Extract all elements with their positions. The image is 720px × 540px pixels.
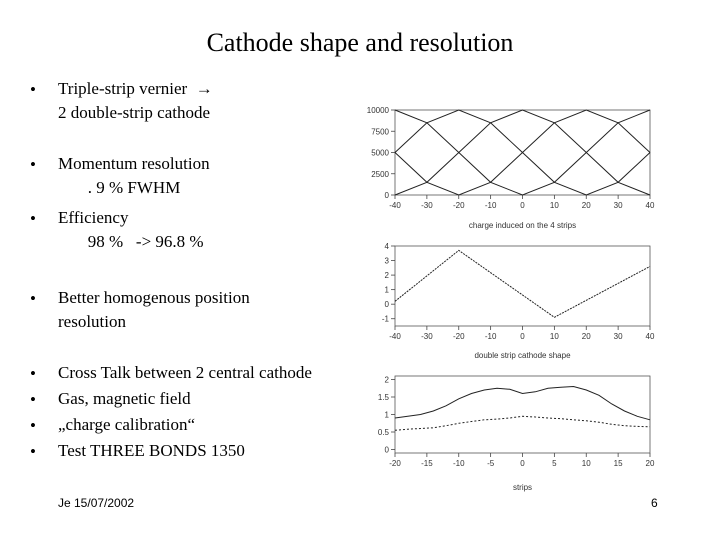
x-tick-label: -5 bbox=[487, 459, 495, 468]
bullet-marker: • bbox=[30, 364, 36, 383]
x-axis-label: double strip cathode shape bbox=[474, 351, 571, 360]
series-line bbox=[395, 387, 650, 420]
plot-double-strip-shape bbox=[365, 238, 685, 363]
bullet-text: 98 % -> 96.8 % bbox=[58, 232, 204, 251]
y-tick-label: 7500 bbox=[371, 127, 389, 137]
x-tick-label: -15 bbox=[421, 459, 433, 468]
y-tick-label: 1.5 bbox=[377, 393, 389, 402]
bullet-text: Gas, magnetic field bbox=[58, 389, 191, 408]
bullet-text: Triple-strip vernier → bbox=[58, 79, 213, 98]
y-tick-label: 4 bbox=[384, 242, 389, 251]
x-tick-label: 10 bbox=[581, 459, 591, 468]
x-tick-label: 30 bbox=[613, 201, 623, 210]
plot-strip-charges bbox=[365, 100, 685, 230]
x-tick-label: -10 bbox=[484, 332, 497, 341]
page-number: 6 bbox=[651, 496, 658, 510]
bullet-text: Better homogenous position bbox=[58, 288, 250, 307]
bullet-marker: • bbox=[30, 80, 36, 99]
y-tick-label: 2500 bbox=[371, 169, 389, 179]
plot-cross-talk bbox=[365, 368, 685, 493]
x-tick-label: -10 bbox=[484, 201, 497, 210]
bullet-text: „charge calibration“ bbox=[58, 415, 196, 434]
x-tick-label: -40 bbox=[389, 332, 401, 341]
bullet-text: Efficiency bbox=[58, 208, 129, 227]
x-axis-label: strips bbox=[512, 483, 533, 492]
x-tick-label: 40 bbox=[645, 332, 655, 341]
slide-title: Cathode shape and resolution bbox=[206, 28, 514, 57]
x-tick-label: -30 bbox=[421, 201, 433, 210]
bullet-marker: • bbox=[30, 289, 36, 308]
series-line bbox=[395, 416, 650, 430]
x-tick-label: 10 bbox=[549, 201, 559, 210]
y-tick-label: 0 bbox=[384, 300, 389, 310]
x-tick-label: -30 bbox=[421, 332, 433, 341]
y-tick-label: -1 bbox=[381, 314, 389, 324]
x-tick-label: -20 bbox=[452, 332, 465, 341]
bullet-text: resolution bbox=[58, 312, 126, 331]
y-tick-label: 2 bbox=[384, 271, 389, 281]
bullet-marker: • bbox=[30, 209, 36, 228]
x-tick-label: 10 bbox=[549, 332, 559, 341]
bullet-text: Momentum resolution bbox=[58, 154, 210, 173]
x-tick-label: 40 bbox=[645, 201, 655, 210]
x-axis-label: charge induced on the 4 strips bbox=[468, 221, 577, 230]
bullet-marker: • bbox=[30, 390, 36, 409]
y-tick-label: 0 bbox=[384, 445, 389, 455]
x-tick-label: 20 bbox=[645, 459, 655, 468]
bullet-marker: • bbox=[30, 442, 36, 461]
y-tick-label: 0.5 bbox=[377, 428, 389, 437]
plot-frame bbox=[395, 246, 650, 326]
plot-frame bbox=[395, 376, 650, 453]
bullet-marker: • bbox=[30, 155, 36, 174]
x-tick-label: 15 bbox=[613, 459, 623, 468]
bullet-text: 2 double-strip cathode bbox=[58, 103, 211, 122]
x-tick-label: 30 bbox=[613, 332, 623, 341]
y-tick-label: 3 bbox=[384, 256, 389, 266]
x-tick-label: 0 bbox=[520, 332, 525, 341]
y-tick-label: 1 bbox=[384, 410, 389, 420]
y-tick-label: 5000 bbox=[371, 148, 389, 158]
y-tick-label: 0 bbox=[384, 191, 389, 200]
x-tick-label: -20 bbox=[452, 201, 465, 210]
bullet-marker: • bbox=[30, 416, 36, 435]
bullet-text: Test THREE BONDS 1350 bbox=[58, 441, 245, 460]
x-tick-label: 20 bbox=[581, 332, 591, 341]
bullet-text: Cross Talk between 2 central cathode bbox=[58, 363, 312, 382]
x-tick-label: -20 bbox=[389, 459, 401, 468]
y-tick-label: 1 bbox=[384, 285, 389, 295]
x-tick-label: 0 bbox=[520, 459, 525, 468]
y-tick-label: 2 bbox=[384, 375, 389, 385]
x-tick-label: 5 bbox=[552, 459, 557, 468]
x-tick-label: -40 bbox=[389, 201, 401, 210]
x-tick-label: -10 bbox=[452, 459, 465, 468]
x-tick-label: 0 bbox=[520, 201, 525, 210]
footer-date: Je 15/07/2002 bbox=[58, 496, 135, 510]
bullet-text: . 9 % FWHM bbox=[58, 178, 181, 197]
series-line bbox=[395, 250, 650, 317]
series-line bbox=[395, 110, 650, 195]
x-tick-label: 20 bbox=[581, 201, 591, 210]
y-tick-label: 10000 bbox=[366, 106, 389, 115]
